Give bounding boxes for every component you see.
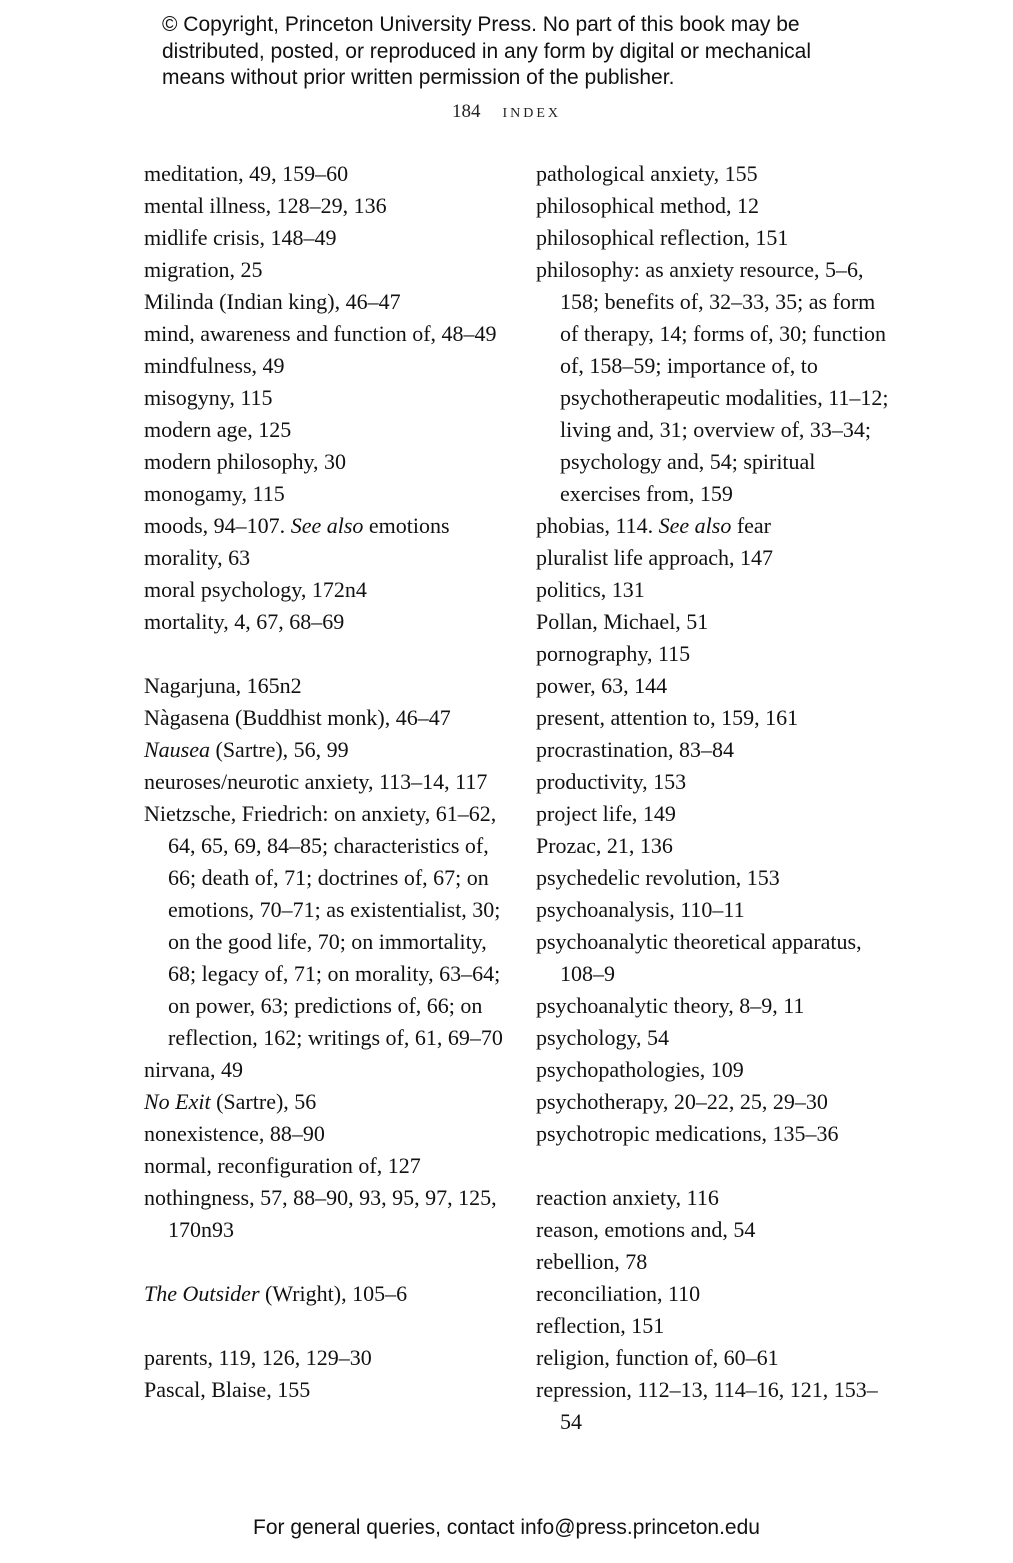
letter-group-gap xyxy=(144,1246,504,1278)
index-entry: mortality, 4, 67, 68–69 xyxy=(144,609,345,634)
page-number: 184 xyxy=(451,101,481,122)
index-entry: psychoanalytic theory, 8–9, 11 xyxy=(536,993,805,1018)
index-entry: Pollan, Michael, 51 xyxy=(536,609,709,634)
index-entry: productivity, 153 xyxy=(536,769,687,794)
index-entry: monogamy, 115 xyxy=(144,481,285,506)
index-entry: normal, reconfiguration of, 127 xyxy=(144,1153,421,1178)
index-entry: Milinda (Indian king), 46–47 xyxy=(144,289,401,314)
index-entry: psychoanalysis, 110–11 xyxy=(536,897,745,922)
index-entry xyxy=(144,734,504,766)
index-entry: repression, 112–13, 114–16, 121, 153–54 xyxy=(536,1377,878,1434)
work-title: No Exit xyxy=(144,1089,211,1114)
cross-reference: fear xyxy=(731,513,772,538)
index-entry: present, attention to, 159, 161 xyxy=(536,705,799,730)
letter-group-gap xyxy=(536,1150,896,1182)
copyright-line: means without prior written permission of the publisher. xyxy=(162,66,675,89)
footer-contact: For general queries, contact info@press.princeton.edu xyxy=(253,1516,760,1539)
index-entry: Nietzsche, Friedrich: on anxiety, 61–62, 64, 65, 69, 84–85; characteristics of, 66; death of, 71; doctrines of, 67; on emotions, 70–71; as existentialist, 30; on the good life, 70; on immortality, 68; legacy of, 71; on morality, 63–64; on power, 63; predictions of, 66; on reflection, 162; writings of, 61, 69–70 xyxy=(144,801,503,1050)
index-column-right xyxy=(536,158,896,1438)
work-title: Nausea xyxy=(144,737,210,762)
index-entry: moral psychology, 172n4 xyxy=(144,577,367,602)
index-entry xyxy=(536,510,896,542)
index-entry xyxy=(144,1086,504,1118)
index-entry: power, 63, 144 xyxy=(536,673,668,698)
index-entry: meditation, 49, 159–60 xyxy=(144,161,349,186)
entry-main: phobias, 114. xyxy=(536,513,659,538)
index-column-left xyxy=(144,158,504,1406)
section-title: index xyxy=(502,100,562,122)
see-also-label: See also xyxy=(658,513,732,538)
copyright-line: © Copyright, Princeton University Press. No part of this book may be xyxy=(162,13,800,36)
index-entry: procrastination, 83–84 xyxy=(536,737,734,762)
index-entry: Prozac, 21, 136 xyxy=(536,833,673,858)
index-entry: mental illness, 128–29, 136 xyxy=(144,193,387,218)
index-entry: nirvana, 49 xyxy=(144,1057,243,1082)
index-entry xyxy=(144,1278,504,1310)
letter-group-gap xyxy=(144,1310,504,1342)
index-entry: pathological anxiety, 155 xyxy=(536,161,758,186)
index-entry: politics, 131 xyxy=(536,577,645,602)
index-entry: reflection, 151 xyxy=(536,1313,665,1338)
index-entry: psychotropic medications, 135–36 xyxy=(536,1121,839,1146)
index-entry: religion, function of, 60–61 xyxy=(536,1345,779,1370)
index-entry: morality, 63 xyxy=(144,545,251,570)
index-entry: philosophical method, 12 xyxy=(536,193,760,218)
index-entry: migration, 25 xyxy=(144,257,263,282)
index-entry: pornography, 115 xyxy=(536,641,691,666)
running-head xyxy=(0,98,1013,125)
index-entry: nonexistence, 88–90 xyxy=(144,1121,325,1146)
index-entry: mind, awareness and function of, 48–49 xyxy=(144,321,497,346)
index-entry: reaction anxiety, 116 xyxy=(536,1185,719,1210)
index-entry: psychedelic revolution, 153 xyxy=(536,865,780,890)
index-entry: parents, 119, 126, 129–30 xyxy=(144,1345,372,1370)
copyright-notice xyxy=(162,12,922,92)
index-entry: pluralist life approach, 147 xyxy=(536,545,774,570)
index-entry: psychotherapy, 20–22, 25, 29–30 xyxy=(536,1089,828,1114)
index-entry: modern age, 125 xyxy=(144,417,292,442)
see-also-label: See also xyxy=(290,513,364,538)
index-entry: project life, 149 xyxy=(536,801,676,826)
letter-group-gap xyxy=(144,638,504,670)
index-entry: rebellion, 78 xyxy=(536,1249,648,1274)
entry-rest: (Sartre), 56, 99 xyxy=(210,737,349,762)
work-title: The Outsider xyxy=(144,1281,260,1306)
index-entry: reconciliation, 110 xyxy=(536,1281,701,1306)
copyright-line: distributed, posted, or reproduced in any form by digital or mechanical xyxy=(162,39,812,63)
index-entry: neuroses/neurotic anxiety, 113–14, 117 xyxy=(144,769,488,794)
index-entry: Nagarjuna, 165n2 xyxy=(144,673,302,698)
index-entry: Nàgasena (Buddhist monk), 46–47 xyxy=(144,705,451,730)
entry-rest: (Wright), 105–6 xyxy=(259,1281,408,1306)
entry-main: moods, 94–107. xyxy=(144,513,291,538)
entry-rest: (Sartre), 56 xyxy=(210,1089,317,1114)
index-entry: psychoanalytic theoretical apparatus, 108–9 xyxy=(536,929,862,986)
index-entry: psychology, 54 xyxy=(536,1025,670,1050)
index-entry: Pascal, Blaise, 155 xyxy=(144,1377,311,1402)
index-entry: nothingness, 57, 88–90, 93, 95, 97, 125, 170n93 xyxy=(144,1185,497,1242)
index-entry xyxy=(144,510,504,542)
cross-reference: emotions xyxy=(363,513,450,538)
index-entry: philosophical reflection, 151 xyxy=(536,225,789,250)
index-entry: reason, emotions and, 54 xyxy=(536,1217,756,1242)
index-entry: midlife crisis, 148–49 xyxy=(144,225,337,250)
index-entry: mindfulness, 49 xyxy=(144,353,285,378)
index-entry: philosophy: as anxiety resource, 5–6, 158; benefits of, 32–33, 35; as form of therapy, 14; forms of, 30; function of, 158–59; importance of, to psychotherapeutic modalities, 11–12; living and, 31; overview of, 33–34; psychology and, 54; spiritual exercises from, 159 xyxy=(536,257,889,506)
index-entry: modern philosophy, 30 xyxy=(144,449,347,474)
index-entry: psychopathologies, 109 xyxy=(536,1057,744,1082)
index-entry: misogyny, 115 xyxy=(144,385,273,410)
